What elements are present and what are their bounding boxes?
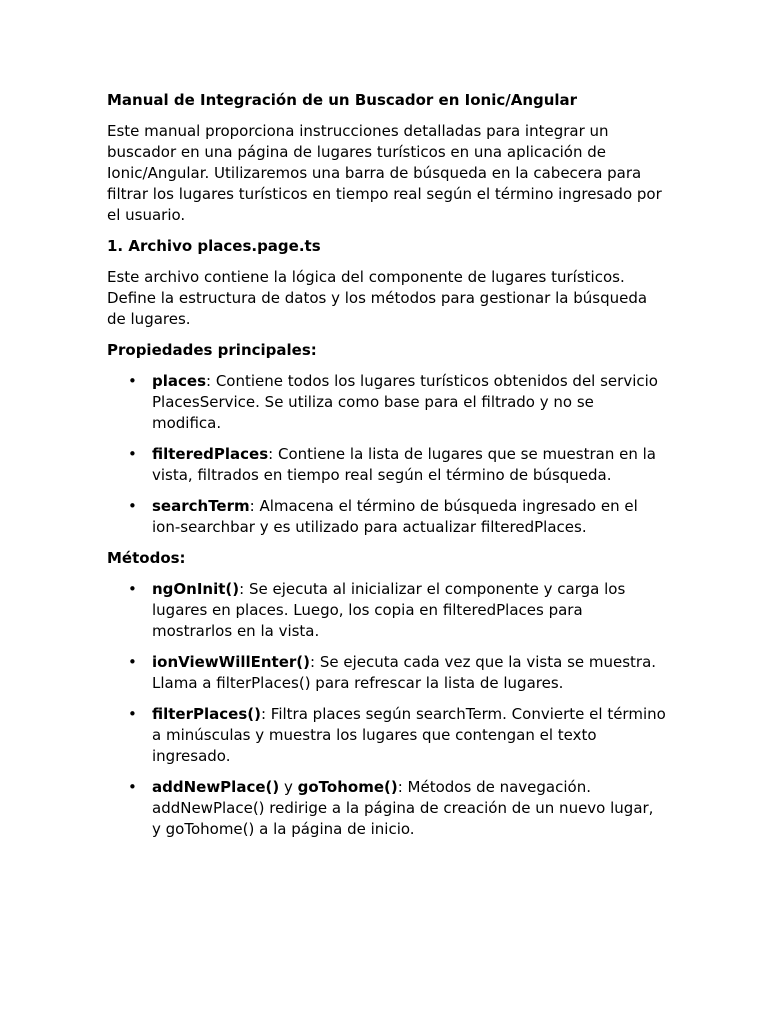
methods-list bbox=[107, 579, 667, 840]
method-description: : Se ejecuta cada vez que la vista se muestra. Llama a filterPlaces() para refrescar la lista de lugares. bbox=[152, 653, 657, 692]
list-item bbox=[107, 777, 667, 840]
property-term: filteredPlaces bbox=[152, 445, 269, 463]
method-description: : Métodos de navegación. addNewPlace() redirige a la página de creación de un nuevo lugar, y goTohome() a la página de inicio. bbox=[152, 778, 654, 838]
bullet-icon: • bbox=[128, 580, 137, 598]
section-heading-places-page: 1. Archivo places.page.ts bbox=[107, 237, 321, 255]
bullet-icon: • bbox=[128, 372, 137, 390]
bullet-icon: • bbox=[128, 778, 137, 796]
bullet-icon: • bbox=[128, 497, 137, 515]
property-description: : Contiene la lista de lugares que se muestran en la vista, filtrados en tiempo real según el término de búsqueda. bbox=[152, 445, 656, 484]
property-description: : Almacena el término de búsqueda ingresado en el ion-searchbar y es utilizado para actualizar filteredPlaces. bbox=[152, 497, 638, 536]
method-description: : Se ejecuta al inicializar el componente y carga los lugares en places. Luego, los copia en filteredPlaces para mostrarlos en la vista. bbox=[152, 580, 626, 640]
property-term: searchTerm bbox=[152, 497, 250, 515]
list-item bbox=[107, 652, 667, 694]
list-item bbox=[107, 444, 667, 486]
bullet-icon: • bbox=[128, 445, 137, 463]
list-item bbox=[107, 704, 667, 767]
method-connector: y bbox=[279, 778, 298, 796]
bullet-icon: • bbox=[128, 705, 137, 723]
list-item bbox=[107, 579, 667, 642]
method-term: filterPlaces() bbox=[152, 705, 261, 723]
property-term: places bbox=[152, 372, 206, 390]
properties-list bbox=[107, 371, 667, 538]
section-description: Este archivo contiene la lógica del componente de lugares turísticos. Define la estructura de datos y los métodos para gestionar la búsqueda de lugares. bbox=[107, 268, 648, 328]
method-term: ngOnInit() bbox=[152, 580, 240, 598]
method-description: : Filtra places según searchTerm. Convierte el término a minúsculas y muestra los lugares que contengan el texto ingresado. bbox=[152, 705, 666, 765]
intro-paragraph: Este manual proporciona instrucciones detalladas para integrar un buscador en una página de lugares turísticos en una aplicación de Ionic/Angular. Utilizaremos una barra de búsqueda en la cabecera para filtrar los lugares turísticos en tiempo real según el término ingresado por el usuario. bbox=[107, 122, 662, 224]
properties-heading: Propiedades principales: bbox=[107, 341, 317, 359]
document-content bbox=[107, 90, 667, 850]
method-term: ionViewWillEnter() bbox=[152, 653, 310, 671]
list-item bbox=[107, 371, 667, 434]
list-item bbox=[107, 496, 667, 538]
property-description: : Contiene todos los lugares turísticos obtenidos del servicio PlacesService. Se utiliza como base para el filtrado y no se modifica. bbox=[152, 372, 658, 432]
methods-heading: Métodos: bbox=[107, 549, 186, 567]
document-title: Manual de Integración de un Buscador en Ionic/Angular bbox=[107, 91, 578, 109]
method-term: addNewPlace() bbox=[152, 778, 280, 796]
bullet-icon: • bbox=[128, 653, 137, 671]
method-term-secondary: goTohome() bbox=[297, 778, 398, 796]
